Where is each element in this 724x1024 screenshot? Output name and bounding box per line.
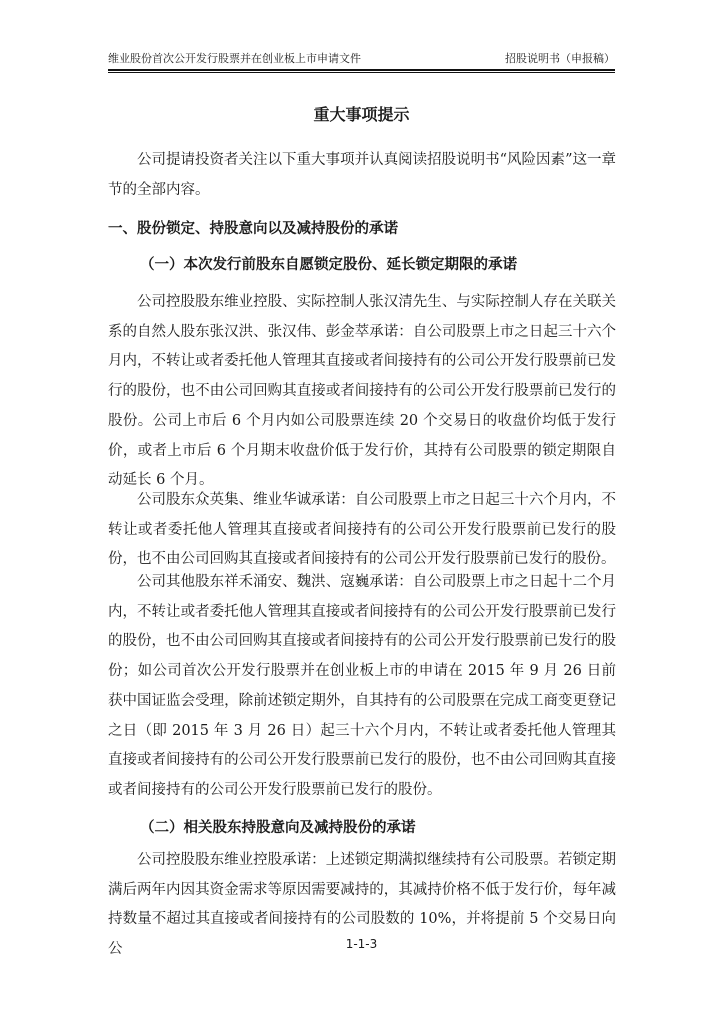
page-title: 重大事项提示 bbox=[313, 105, 410, 124]
subsection-heading-2: （二）相关股东持股意向及减持股份的承诺 bbox=[140, 820, 416, 836]
subsection-heading-1: （一）本次发行前股东自愿锁定股份、延长锁定期限的承诺 bbox=[140, 257, 517, 273]
section-heading-1: 一、股份锁定、持股意向以及减持股份的承诺 bbox=[108, 221, 398, 237]
intro-paragraph: 公司提请投资者关注以下重大事项并认真阅读招股说明书“风险因素”这一章节的全部内容。 bbox=[108, 152, 616, 198]
paragraph-lockup-controlling: 公司控股股东维业控股、实际控制人张汉清先生、与实际控制人存在关联关系的自然人股东张汉洪、张汉伟、彭金萃承诺：自公司股票上市之日起三十六个月内，不转让或者委托他人管理其直接或者间接持有的公司公开发行股票前已发行的股份，也不由公司回购其直接或者间接持有的公司公开发行股票前已发行的股份。公司上市后 6 个月内如公司股票连续 20 个交易日的收盘价均低于发行价，或者上市后 6 个月期末收盘价低于发行价，其持有公司股票的锁定期限自动延长 6 个月。 bbox=[108, 294, 616, 489]
paragraph-lockup-other: 公司其他股东祥禾涌安、魏洪、寇巍承诺：自公司股票上市之日起十二个月内，不转让或者委托他人管理其直接或者间接持有的公司公开发行股票前已发行的股份，也不由公司回购其直接或者间接持有的公司公开发行股票前已发行的股份；如公司首次公开发行股票并在创业板上市的申请在 2015 年 9 月 26 日前获中国证监会受理，除前述锁定期外，自其持有的公司股票在完成工商变更登记之日（即 2015 年 3 月 26 日）起三十六个月内，不转让或者委托他人管理其直接或者间接持有的公司公开发行股票前已发行的股份，也不由公司回购其直接或者间接持有的公司公开发行股票前已发行的股份。 bbox=[108, 574, 616, 798]
page-number: 1-1-3 bbox=[345, 937, 378, 951]
header-rule-thin bbox=[108, 72, 615, 73]
header-document-type: 招股说明书（申报稿） bbox=[505, 52, 615, 65]
paragraph-lockup-holders: 公司股东众英集、维业华诚承诺：自公司股票上市之日起三十六个月内，不转让或者委托他人管理其直接或者间接持有的公司公开发行股票前已发行的股份，也不由公司回购其直接或者间接持有的公司公开发行股票前已发行的股份。 bbox=[108, 492, 616, 568]
header-document-title: 维业股份首次公开发行股票并在创业板上市申请文件 bbox=[108, 52, 361, 65]
paragraph-holding-intent: 公司控股股东维业控股承诺：上述锁定期满拟继续持有公司股票。若锁定期满后两年内因其资金需求等原因需要减持的，其减持价格不低于发行价，每年减持数量不超过其直接或者间接持有的公司股数的 10%，并将提前 5 个交易日向公 bbox=[108, 852, 616, 958]
header-rule-thick bbox=[108, 69, 615, 71]
page-header bbox=[108, 51, 615, 67]
